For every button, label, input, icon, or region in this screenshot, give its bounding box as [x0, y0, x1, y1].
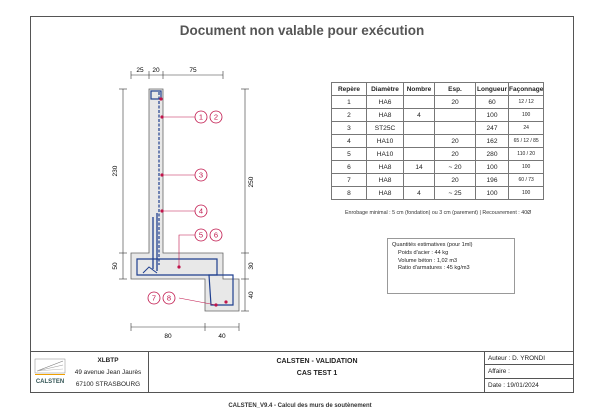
- document-title: Document non valable pour exécution: [179, 23, 425, 38]
- cell-nb: [404, 96, 435, 109]
- wall-section-drawing: [31, 17, 331, 347]
- title-block: [31, 351, 573, 393]
- cell-esp: [435, 122, 476, 135]
- marker-5: [195, 229, 207, 241]
- cell-diam: HA10: [367, 148, 404, 161]
- cell-long: 100: [476, 109, 509, 122]
- cell-esp: ~ 25: [435, 187, 476, 200]
- cell-esp: 20: [435, 148, 476, 161]
- svg-text:80: 80: [164, 333, 172, 340]
- company-cell: [31, 352, 149, 393]
- col-header-nombre: Nombre: [404, 83, 435, 96]
- table-row: [332, 135, 544, 148]
- company-address-2: 67100 STRASBOURG: [75, 381, 141, 388]
- cell-shape: 100: [509, 161, 544, 174]
- table-row: [332, 187, 544, 200]
- svg-text:30: 30: [248, 262, 255, 270]
- page-footer: CALSTEN_V9.4 - Calcul des murs de soutènement: [228, 403, 372, 409]
- cell-diam: HA6: [367, 96, 404, 109]
- author-field: Auteur : D. YRONDI: [485, 352, 573, 365]
- cell-esp: ~ 20: [435, 161, 476, 174]
- rebar-schedule-table: [331, 82, 544, 200]
- cell-long: 247: [476, 122, 509, 135]
- cell-nb: [404, 174, 435, 187]
- cell-rep: 8: [332, 187, 367, 200]
- cell-shape: 65 / 12 / 85: [509, 135, 544, 148]
- svg-text:3: 3: [198, 170, 204, 180]
- quantity-concrete: Volume béton : 1,02 m3: [398, 257, 458, 264]
- cell-rep: 2: [332, 109, 367, 122]
- svg-text:1: 1: [198, 112, 204, 122]
- cell-nb: 4: [404, 187, 435, 200]
- cover-note: Enrobage minimal : 5 cm (fondation) ou 3 cm (parement) | Recouvrement : 40Ø: [345, 210, 532, 216]
- drawing-sheet: [30, 16, 574, 393]
- cell-nb: [404, 148, 435, 161]
- svg-text:6: 6: [213, 230, 219, 240]
- cell-diam: HA8: [367, 187, 404, 200]
- quantities-box: [387, 238, 515, 294]
- cell-long: 60: [476, 96, 509, 109]
- cell-shape: 12 / 12: [509, 96, 544, 109]
- marker-4: [195, 205, 207, 217]
- table-row: [332, 174, 544, 187]
- table-row: [332, 148, 544, 161]
- marker-2: [210, 111, 222, 123]
- cell-long: 162: [476, 135, 509, 148]
- svg-text:4: 4: [198, 206, 204, 216]
- cell-diam: HA8: [367, 161, 404, 174]
- cell-diam: HA10: [367, 135, 404, 148]
- svg-text:25: 25: [136, 67, 144, 74]
- project-cell: [149, 352, 485, 393]
- svg-text:20: 20: [152, 67, 160, 74]
- marker-6: [210, 229, 222, 241]
- svg-text:50: 50: [112, 262, 119, 270]
- cell-rep: 3: [332, 122, 367, 135]
- svg-text:40: 40: [218, 333, 226, 340]
- marker-3: [195, 169, 207, 181]
- calsten-logo: [33, 355, 67, 389]
- cell-esp: [435, 109, 476, 122]
- svg-text:7: 7: [151, 293, 157, 303]
- cell-shape: 60 / 73: [509, 174, 544, 187]
- cell-rep: 4: [332, 135, 367, 148]
- cell-long: 196: [476, 174, 509, 187]
- company-address-1: 49 avenue Jean Jaurès: [74, 369, 142, 376]
- cell-nb: [404, 135, 435, 148]
- cell-shape: 110 / 20: [509, 148, 544, 161]
- quantity-ratio: Ratio d'armatures : 45 kg/m3: [398, 265, 470, 272]
- svg-text:CALSTEN: CALSTEN: [35, 379, 65, 385]
- svg-text:2: 2: [213, 112, 219, 122]
- cell-rep: 1: [332, 96, 367, 109]
- marker-1: [195, 111, 207, 123]
- table-header-row: [332, 83, 544, 96]
- col-header-faconnage: Façonnage: [509, 83, 544, 96]
- date-field: Date : 19/01/2024: [488, 382, 539, 389]
- info-cell: [485, 352, 573, 393]
- cell-long: 280: [476, 148, 509, 161]
- cell-rep: 5: [332, 148, 367, 161]
- svg-text:40: 40: [248, 291, 255, 299]
- cell-esp: 20: [435, 135, 476, 148]
- project-name: CALSTEN - VALIDATION: [276, 358, 358, 365]
- col-header-longueur: Longueur: [476, 83, 509, 96]
- svg-text:8: 8: [166, 293, 172, 303]
- table-row: [332, 122, 544, 135]
- cell-nb: [404, 122, 435, 135]
- quantity-steel: Poids d'acier : 44 kg: [398, 249, 449, 256]
- svg-text:5: 5: [198, 230, 204, 240]
- cell-diam: ST25C: [367, 122, 404, 135]
- cell-long: 100: [476, 187, 509, 200]
- wall-concrete: [131, 89, 239, 311]
- cell-shape: 24: [509, 122, 544, 135]
- col-header-repere: Repère: [332, 83, 367, 96]
- cell-diam: HA8: [367, 109, 404, 122]
- cell-shape: 100: [509, 187, 544, 200]
- cell-diam: HA8: [367, 174, 404, 187]
- affaire-field: Affaire :: [485, 365, 573, 379]
- svg-text:75: 75: [189, 67, 197, 74]
- company-name: XLBTP: [97, 357, 119, 364]
- marker-7: [148, 292, 160, 304]
- col-header-diametre: Diamètre: [367, 83, 404, 96]
- col-header-esp: Esp.: [435, 83, 476, 96]
- cell-nb: 4: [404, 109, 435, 122]
- cell-shape: 100: [509, 109, 544, 122]
- cell-esp: 20: [435, 174, 476, 187]
- svg-text:250: 250: [248, 176, 255, 188]
- svg-text:230: 230: [112, 165, 119, 177]
- cell-nb: 14: [404, 161, 435, 174]
- quantities-title: Quantités estimatives (pour 1ml): [392, 242, 473, 248]
- table-row: [332, 161, 544, 174]
- table-row: [332, 109, 544, 122]
- cell-esp: 20: [435, 96, 476, 109]
- cell-rep: 6: [332, 161, 367, 174]
- case-name: CAS TEST 1: [296, 370, 338, 377]
- table-row: [332, 96, 544, 109]
- marker-8: [163, 292, 175, 304]
- cell-rep: 7: [332, 174, 367, 187]
- cell-long: 100: [476, 161, 509, 174]
